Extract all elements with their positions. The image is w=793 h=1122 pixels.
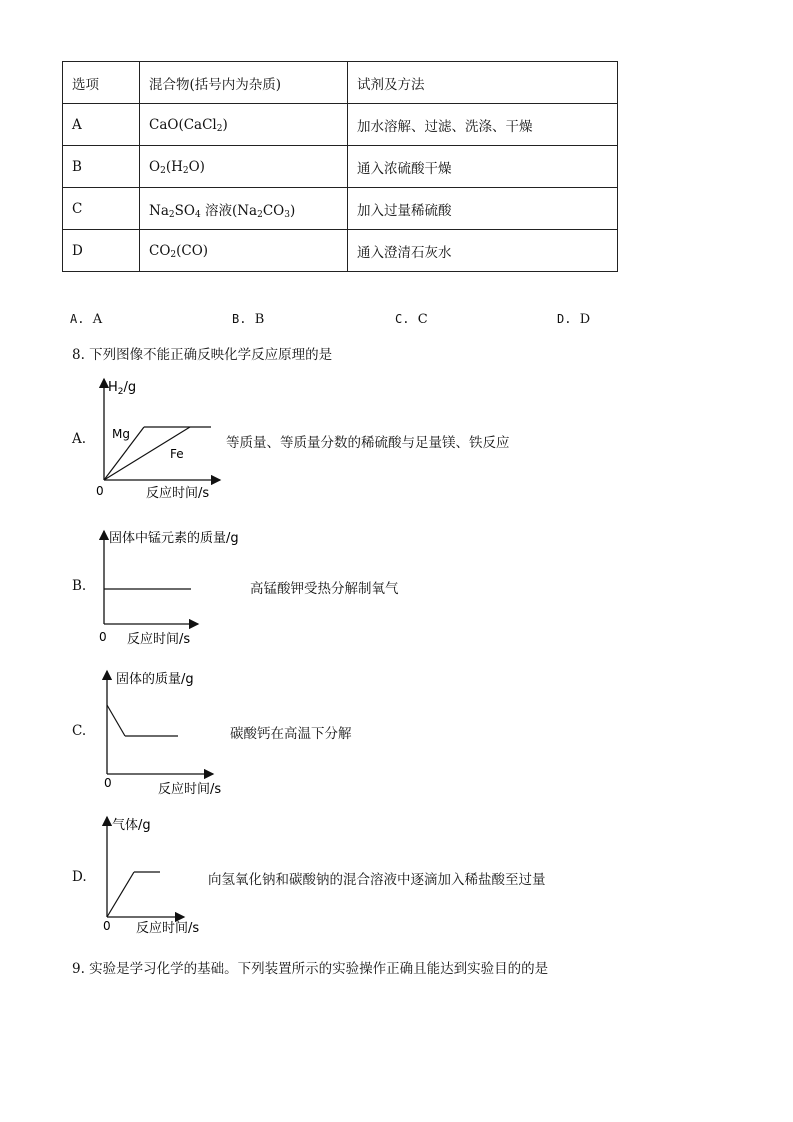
q8-option-a-label[interactable]: A. — [72, 431, 87, 447]
table-row — [63, 146, 618, 188]
row-method: 加入过量稀硫酸 — [348, 188, 618, 230]
row-option: B — [63, 146, 140, 188]
origin-label: 0 — [99, 630, 107, 644]
row-mixture: $O_2(H_2O)$ — [140, 146, 348, 188]
q8-option-c-label[interactable]: C. — [72, 723, 87, 739]
header-mixture: 混合物(括号内为杂质) — [140, 62, 348, 104]
row-option: C — [63, 188, 140, 230]
q9-stem: 9. 实验是学习化学的基础。下列装置所示的实验操作正确且能达到实验目的的是 — [72, 961, 549, 977]
y-axis-label: 气体/g — [112, 818, 151, 833]
row-method: 通入浓硫酸干燥 — [348, 146, 618, 188]
table-row — [63, 230, 618, 272]
q8-option-d-label[interactable]: D. — [72, 869, 87, 885]
mg-label: Mg — [112, 427, 130, 441]
row-method: 通入澄清石灰水 — [348, 230, 618, 272]
q8-caption-d: 向氢氧化钠和碳酸钠的混合溶液中逐滴加入稀盐酸至过量 — [208, 872, 546, 888]
gas-rise-line — [107, 872, 134, 917]
origin-label: 0 — [96, 484, 104, 498]
row-mixture: $Na_2SO_4$ 溶液$(Na_2CO_3)$ — [140, 188, 348, 230]
q7-option-c[interactable]: C. C — [395, 312, 428, 327]
header-method: 试剂及方法 — [348, 62, 618, 104]
origin-label: 0 — [104, 776, 112, 790]
x-axis-label: 反应时间/s — [158, 782, 222, 797]
q7-option-a[interactable]: A. A — [70, 312, 103, 327]
row-mixture: $CO_2(CO)$ — [140, 230, 348, 272]
table-row — [63, 188, 618, 230]
x-axis-label: 反应时间/s — [127, 632, 191, 647]
q7-option-b[interactable]: B. B — [232, 312, 265, 327]
q7-option-d[interactable]: D. D — [557, 312, 591, 327]
table-row — [63, 104, 618, 146]
q7-table — [62, 61, 618, 272]
q8-caption-a: 等质量、等质量分数的稀硫酸与足量镁、铁反应 — [226, 435, 510, 451]
y-axis-label: 固体的质量/g — [116, 672, 194, 687]
table-header-row — [63, 62, 618, 104]
q8-graph-c — [98, 666, 238, 800]
row-method: 加水溶解、过滤、洗涤、干燥 — [348, 104, 618, 146]
x-axis-label: 反应时间/s — [136, 921, 200, 936]
q8-caption-c: 碳酸钙在高温下分解 — [230, 726, 352, 742]
fe-label: Fe — [170, 447, 184, 461]
q8-graph-a — [94, 373, 234, 503]
origin-label: 0 — [103, 919, 111, 933]
row-option: D — [63, 230, 140, 272]
q8-graph-b — [95, 525, 255, 650]
row-mixture: CaO(CaCl$_2$) — [140, 104, 348, 146]
y-axis-label: $H_2/g$ — [108, 380, 137, 397]
q8-stem: 8. 下列图像不能正确反映化学反应原理的是 — [72, 347, 333, 363]
x-axis-label: 反应时间/s — [146, 486, 210, 501]
mass-decrease-line — [107, 705, 125, 736]
row-option: A — [63, 104, 140, 146]
q8-caption-b: 高锰酸钾受热分解制氧气 — [250, 581, 399, 597]
y-axis-label: 固体中锰元素的质量/g — [109, 531, 239, 546]
header-option: 选项 — [63, 62, 140, 104]
q8-option-b-label[interactable]: B. — [72, 578, 87, 594]
